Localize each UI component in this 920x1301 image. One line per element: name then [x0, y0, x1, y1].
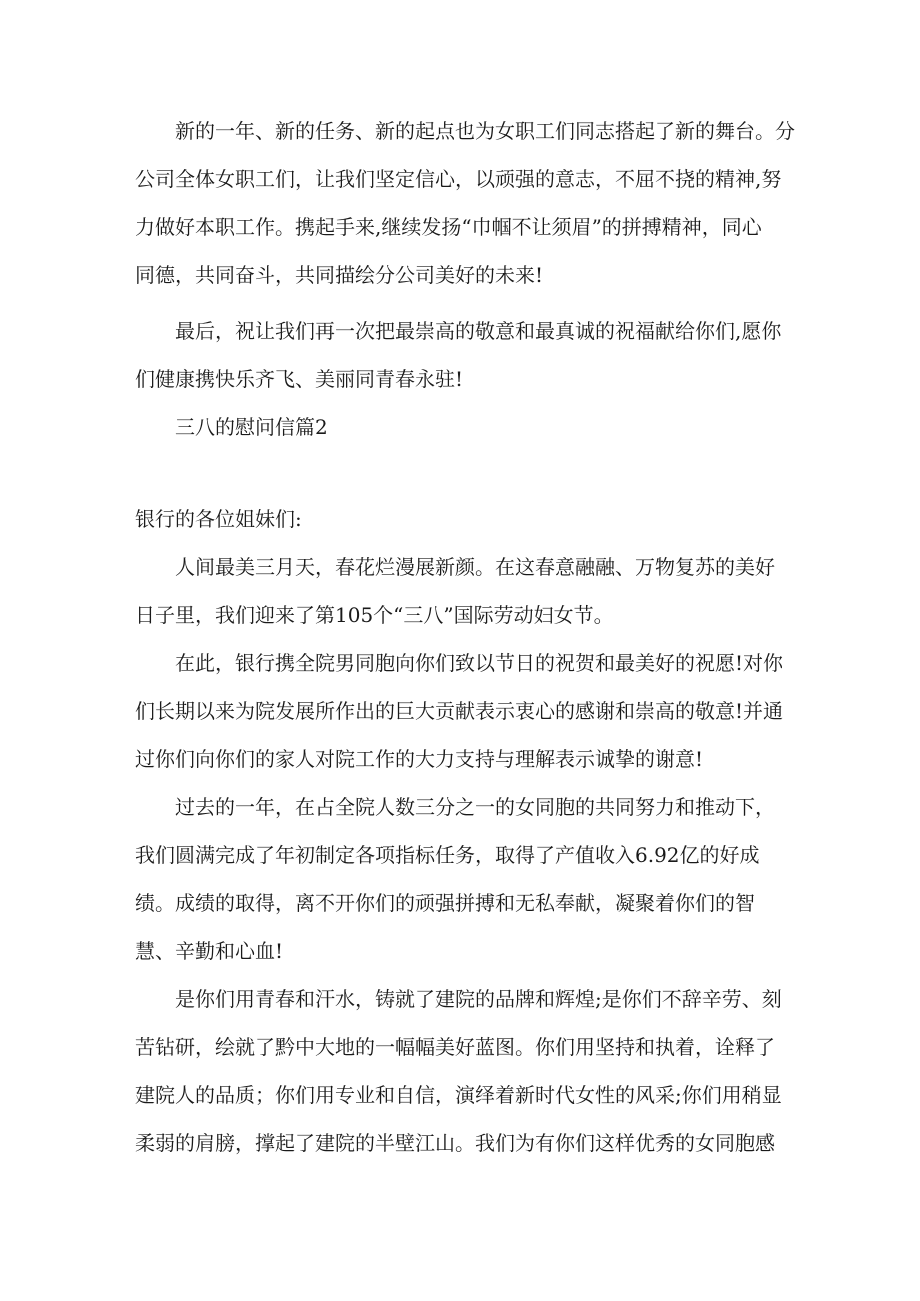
paragraph-line: 在此，银行携全院男同胞向你们致以节日的祝贺和最美好的祝愿!对你: [175, 651, 784, 675]
paragraph-line: 苦钻研，绘就了黔中大地的一幅幅美好蓝图。你们用坚持和执着，诠释了: [135, 1035, 775, 1059]
paragraph-line: 人间最美三月天，春花烂漫展新颜。在这春意融融、万物复苏的美好: [175, 555, 775, 579]
paragraph-line: 们长期以来为院发展所作出的巨大贡献表示衷心的感谢和崇高的敬意!并通: [135, 699, 784, 723]
paragraph-line: 我们圆满完成了年初制定各项指标任务，取得了产值收入6.92亿的好成: [135, 843, 760, 867]
paragraph-line: 公司全体女职工们，让我们坚定信心，以顽强的意志，不屈不挠的精神,努: [135, 167, 782, 191]
paragraph-line: 柔弱的肩膀，撑起了建院的半壁江山。我们为有你们这样优秀的女同胞感: [135, 1131, 775, 1155]
paragraph-line: 过你们向你们的家人对院工作的大力支持与理解表示诚挚的谢意!: [135, 747, 704, 771]
salutation: 银行的各位姐妹们:: [135, 507, 302, 531]
paragraph-line: 建院人的品质；你们用专业和自信，演绎着新时代女性的风采;你们用稍显: [135, 1083, 782, 1107]
paragraph-line: 过去的一年，在占全院人数三分之一的女同胞的共同努力和推动下，: [175, 795, 775, 819]
paragraph-line: 们健康携快乐齐飞、美丽同青春永驻!: [135, 367, 464, 391]
section-heading: 三八的慰问信篇2: [175, 415, 328, 439]
paragraph-line: 慧、辛勤和心血!: [135, 939, 284, 963]
paragraph-line: 最后，祝让我们再一次把最崇高的敬意和最真诚的祝福献给你们,愿你: [175, 319, 782, 343]
paragraph-line: 同德，共同奋斗，共同描绘分公司美好的未来!: [135, 263, 544, 287]
paragraph-line: 是你们用青春和汗水，铸就了建院的品牌和辉煌;是你们不辞辛劳、刻: [175, 987, 782, 1011]
paragraph-line: 力做好本职工作。携起手来,继续发扬“巾帼不让须眉”的拼搏精神，同心: [135, 215, 762, 239]
paragraph-line: 日子里，我们迎来了第105个“三八”国际劳动妇女节。: [135, 603, 614, 627]
paragraph-line: 新的一年、新的任务、新的起点也为女职工们同志搭起了新的舞台。分: [175, 119, 795, 143]
paragraph-line: 绩。成绩的取得，离不开你们的顽强拼搏和无私奉献，凝聚着你们的智: [135, 891, 755, 915]
